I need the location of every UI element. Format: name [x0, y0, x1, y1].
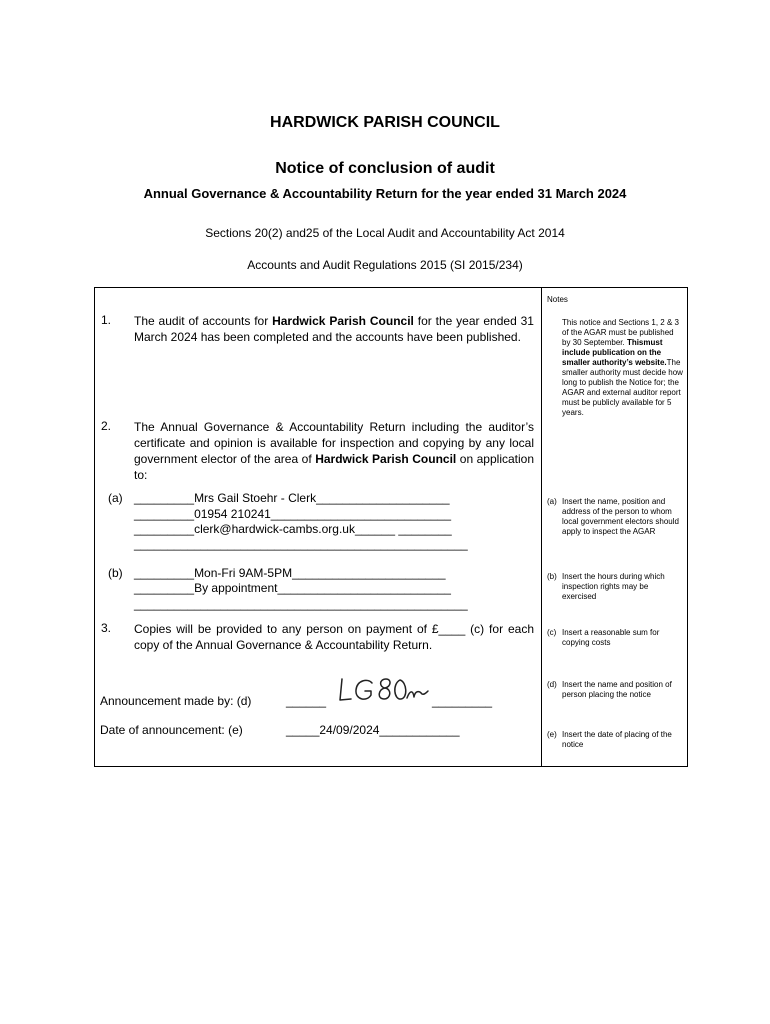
notes-divider — [541, 287, 542, 767]
item-2-text: The Annual Governance & Accountability Return including the auditor’s certificate and opinion is available for inspection and copying by any local government elector of the area of Hardwick Parish Council on application to: — [134, 420, 535, 482]
note-d: Insert the name and position of person placing the notice — [562, 680, 672, 699]
note-d-letter: (d) — [547, 680, 557, 689]
item-b-label: (b) — [108, 566, 123, 580]
item-a-label: (a) — [108, 491, 123, 505]
council-name: Hardwick Parish Council — [315, 452, 457, 466]
item-3-number: 3. — [101, 621, 112, 635]
note-e-letter: (e) — [547, 730, 557, 739]
notice-heading: Notice of conclusion of audit — [275, 160, 495, 177]
item-a-line-2: _________01954 210241___________________________ — [134, 507, 452, 521]
item-3-text: Copies will be provided to any person on payment of £____ (c) for each copy of the Annual Governance & Accountability Return. — [134, 622, 534, 652]
announcement-line-left: ______ — [286, 694, 327, 708]
council-name: Hardwick Parish Council — [272, 314, 414, 328]
note-c-letter: (c) — [547, 628, 557, 637]
note-a-letter: (a) — [547, 497, 557, 506]
item-a-line-1: _________Mrs Gail Stoehr - Clerk____________________ — [134, 491, 450, 505]
item-1-number: 1. — [101, 313, 112, 327]
item-a-line-4: __________________________________________________ — [134, 537, 468, 551]
item-b-line-2: _________By appointment__________________________ — [134, 581, 451, 595]
note-b: Insert the hours during which inspection rights may be exercised — [562, 572, 665, 601]
notice-subheading: Annual Governance & Accountability Return for the year ended 31 March 2024 — [143, 186, 627, 201]
date-value: _____24/09/2024____________ — [286, 723, 460, 737]
council-title: HARDWICK PARISH COUNCIL — [270, 114, 500, 131]
item-2-number: 2. — [101, 419, 112, 433]
note-e: Insert the date of placing of the notice — [562, 730, 672, 749]
item-b-line-3: __________________________________________________ — [134, 597, 468, 611]
item-b-line-1: _________Mon-Fri 9AM-5PM_______________________ — [134, 566, 446, 580]
item-a-line-3: _________clerk@hardwick-cambs.org.uk______ ________ — [134, 522, 452, 536]
note-c: Insert a reasonable sum for copying costs — [562, 628, 660, 647]
notes-header: Notes — [547, 295, 568, 304]
announcement-label: Announcement made by: (d) — [100, 694, 252, 708]
item-1-text: The audit of accounts for Hardwick Parish Council for the year ended 31 March 2024 has been completed and the accounts have been published. — [134, 314, 534, 344]
note-a: Insert the name, position and address of the person to whom local government electors should apply to inspect the AGAR — [562, 497, 679, 536]
signature-image — [334, 674, 430, 708]
act-sections: Sections 20(2) and25 of the Local Audit and Accountability Act 2014 — [205, 226, 565, 240]
announcement-line-right: _________ — [432, 694, 493, 708]
note-b-letter: (b) — [547, 572, 557, 581]
regulations: Accounts and Audit Regulations 2015 (SI 2015/234) — [247, 258, 523, 272]
signature — [334, 674, 430, 708]
notes-intro: This notice and Sections 1, 2 & 3 of the AGAR must be published by 30 September. Thismust include publication on the smaller authority’s website.The smaller authority must decide how long to publish the Notice for; the AGAR and external auditor report must be publicly available for 5 years. — [562, 318, 683, 417]
date-label: Date of announcement: (e) — [100, 723, 243, 737]
